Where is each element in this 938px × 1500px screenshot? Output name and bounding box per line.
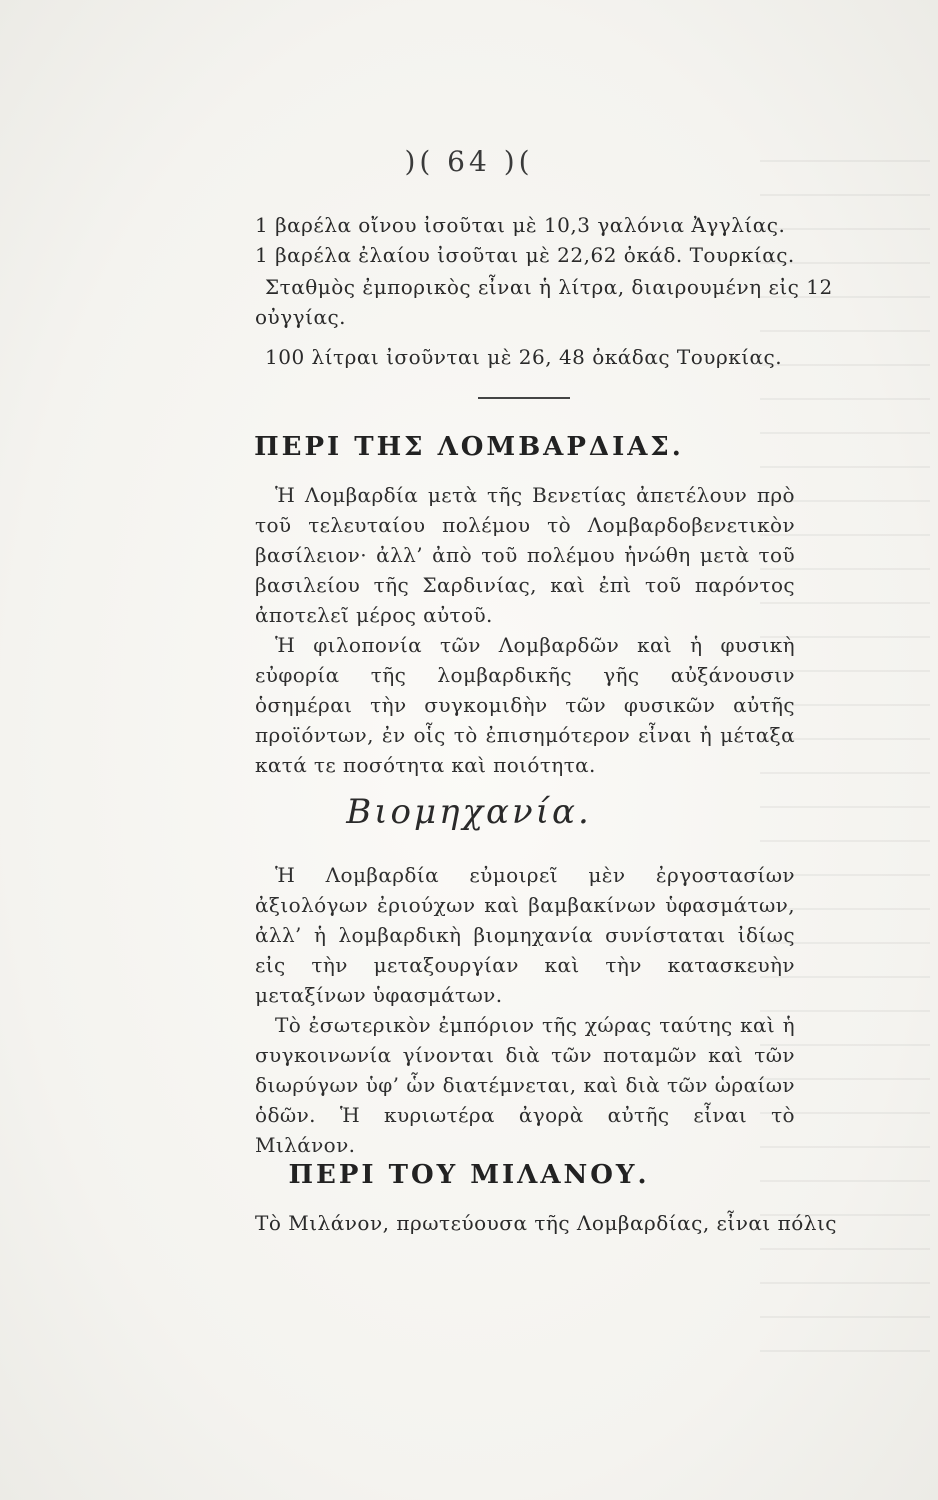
subheading-industry: Βιομηχανία. — [346, 792, 592, 832]
measure-line: 1 βαρέλα οἴνου ἰσοῦται μὲ 10,3 γαλόνια Ἀγγλίας. — [255, 213, 786, 237]
milan-opening-line: Τὸ Μιλάνον, πρωτεύουσα τῆς Λομβαρδίας, εἶναι πόλις — [255, 1211, 838, 1235]
section-heading-milan: ΠΕΡΙ ΤΟΥ ΜΙΛΑΝΟΥ. — [288, 1160, 650, 1190]
lombardy-text — [255, 480, 795, 780]
measure-line: 1 βαρέλα ἐλαίου ἰσοῦται μὲ 22,62 ὀκάδ. Τουρκίας. — [255, 243, 795, 267]
section-rule — [478, 397, 570, 399]
section-heading-lombardy: ΠΕΡΙ ΤΗΣ ΛΟΜΒΑΡΔΙΑΣ. — [254, 432, 684, 462]
paragraph: Τὸ ἐσωτερικὸν ἐμπόριον τῆς χώρας ταύτης καὶ ἡ συγκοινωνία γίνονται διὰ τῶν ποταμῶν καὶ τῶν διωρύγων ὑφ’ ὧν διατέμνεται, καὶ διὰ τῶν ὡραίων ὁδῶν. Ἡ κυριωτέρα ἀγορὰ αὐτῆς εἶναι τὸ Μιλάνον. — [255, 1013, 795, 1157]
paragraph: Ἡ φιλοπονία τῶν Λομβαρδῶν καὶ ἡ φυσικὴ εὐφορία τῆς λομβαρδικῆς γῆς αὐξάνουσιν ὁσημέραι τὴν συγκομιδὴν τῶν φυσικῶν αὐτῆς προϊόντων, ἐν οἷς τὸ ἐπισημότερον εἶναι ἡ μέταξα κατά τε ποσότητα καὶ ποιότητα. — [255, 633, 795, 777]
measure-line: Σταθμὸς ἐμπορικὸς εἶναι ἡ λίτρα, διαιρουμένη εἰς 12 — [265, 275, 833, 299]
industry-text — [255, 860, 795, 1160]
paragraph: Ἡ Λομβαρδία εὐμοιρεῖ μὲν ἐργοστασίων ἀξιολόγων ἐριούχων καὶ βαμβακίνων ὑφασμάτων, ἀλλ’ ἡ λομβαρδικὴ βιομηχανία συνίσταται ἰδίως εἰς τὴν μεταξουργίαν καὶ τὴν κατασκευὴν μεταξίνων ὑφασμάτων. — [255, 863, 795, 1007]
measure-line: οὐγγίας. — [255, 305, 347, 329]
measure-line: 100 λίτραι ἰσοῦνται μὲ 26, 48 ὀκάδας Τουρκίας. — [265, 345, 783, 369]
paragraph: Ἡ Λομβαρδία μετὰ τῆς Βενετίας ἀπετέλουν πρὸ τοῦ τελευταίου πολέμου τὸ Λομβαρδοβενετικὸν βασίλειον· ἀλλ’ ἀπὸ τοῦ πολέμου ἡνώθη μετὰ τοῦ βασιλείου τῆς Σαρδινίας, καὶ ἐπὶ τοῦ παρόντος ἀποτελεῖ μέρος αὐτοῦ. — [255, 483, 795, 627]
page-header-number: )( 64 )( — [404, 145, 534, 178]
